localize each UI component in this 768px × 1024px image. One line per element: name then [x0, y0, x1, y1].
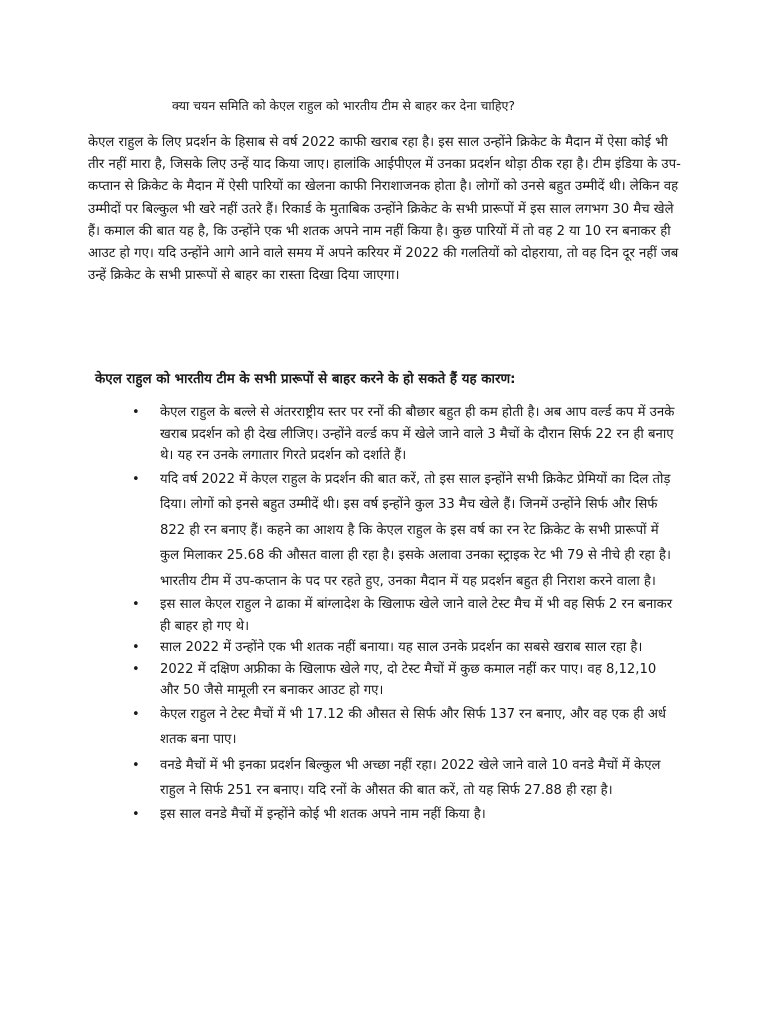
intro-paragraph: केएल राहुल के लिए प्रदर्शन के हिसाब से वर्ष 2022 काफी खराब रहा है। इस साल उन्होंने क्रिकेट के मैदान में ऐसा कोई भी तीर नहीं मारा है, जिसके लिए उन्हें याद किया जाए। हालांकि आईपीएल में उनका प्रदर्शन थोड़ा ठीक रहा है। टीम इंडिया के उप- कप्तान से क्रिकेट के मैदान में ऐसी पारियों का खेलना काफी निराशाजनक होता है। लोगों को उनसे बहुत उम्मीदें थी। लेकिन वह उम्मीदों पर बिल्कुल भी खरे नहीं उतरे हैं। रिकार्ड के मुताबिक उन्होंने क्रिकेट के सभी प्रारूपों में इस साल लगभग 30 मैच खेले हैं। कमाल की बात यह है, कि उन्होंने एक भी शतक अपने नाम नहीं किया है। कुछ पारियों में तो वह 2 या 10 रन बनाकर ही आउट हो गए। यदि उन्होंने आगे आने वाले समय में अपने करियर में 2022 की गलतियों को दोहराया, तो वह दिन दूर नहीं जब उन्हें क्रिकेट के सभी प्रारूपों से बाहर का रास्ता दिखा दिया जाएगा।: [88, 135, 681, 284]
bullet-icon: •: [132, 661, 140, 677]
list-item-text: वनडे मैचों में भी इनका प्रदर्शन बिल्कुल भी अच्छा नहीं रहा। 2022 खेले जाने वाले 10 वनडे मैचों में केएल राहुल ने सिर्फ 251 रन बनाए। यदि रनों के औसत की बात करें, तो यह सिर्फ 27.88 ही रहा है।: [160, 757, 661, 798]
list-item-text: साल 2022 में उन्होंने एक भी शतक नहीं बनाया। यह साल उनके प्रदर्शन का सबसे खराब साल रहा है।: [160, 640, 643, 655]
list-item: [132, 804, 678, 826]
reasons-list: [132, 402, 678, 825]
list-item-text: केएल राहुल ने टेस्ट मैचों में भी 17.12 की औसत से सिर्फ और सिर्फ 137 रन बनाए, और वह एक ही अर्ध शतक बना पाए।: [160, 706, 667, 747]
list-item: [132, 753, 678, 804]
list-item: [132, 402, 678, 467]
document-question: क्या चयन समिति को केएल राहुल को भारतीय टीम से बाहर कर देना चाहिए?: [172, 98, 516, 113]
bullet-icon: •: [132, 806, 140, 822]
bullet-icon: •: [132, 757, 140, 773]
bullet-icon: •: [132, 640, 140, 655]
list-item-text: इस साल केएल राहुल ने ढाका में बांग्लादेश के खिलाफ खेले जाने वाले टेस्ट मैच में भी वह सिर्फ 2 रन बनाकर ही बाहर हो गए थे।: [160, 597, 673, 634]
list-item: [132, 702, 678, 753]
list-item-text: केएल राहुल के बल्ले से अंतरराष्ट्रीय स्तर पर रनों की बौछार बहुत ही कम होती है। अब आप वर्ल्ड कप में उनके खराब प्रदर्शन को ही देख लीजिए। उन्होंने वर्ल्ड कप में खेले जाने वाले 3 मैचों के दौरान सिर्फ 22 रन ही बनाए थे। यह रन उनके लगातार गिरते प्रदर्शन को दर्शाते हैं।: [160, 405, 675, 463]
list-item-text: 2022 में दक्षिण अफ्रीका के खिलाफ खेले गए, दो टेस्ट मैचों में कुछ कमाल नहीं कर पाए। वह 8,12,10 और 50 जैसे मामूली रन बनाकर आउट हो गए।: [160, 661, 657, 698]
bullet-icon: •: [132, 405, 140, 420]
bullet-icon: •: [132, 706, 140, 722]
section-heading: केएल राहुल को भारतीय टीम के सभी प्रारूपों से बाहर करने के हो सकते हैं यह कारण:: [95, 372, 516, 387]
list-item: [132, 594, 678, 637]
list-item: [132, 467, 678, 595]
list-item-text: यदि वर्ष 2022 में केएल राहुल के प्रदर्शन की बात करें, तो इस साल इन्होंने सभी क्रिकेट प्रेमियों का दिल तोड़ दिया। लोगों को इनसे बहुत उम्मीदें थी। इस वर्ष इन्होंने कुल 33 मैच खेले हैं। जिनमें उन्होंने सिर्फ और सिर्फ 822 ही रन बनाए हैं। कहने का आशय है कि केएल राहुल के इस वर्ष का रन रेट क्रिकेट के सभी प्रारूपों में कुल मिलाकर 25.68 की औसत वाला ही रहा है। इसके अलावा उनका स्ट्राइक रेट भी 79 से नीचे ही रहा है। भारतीय टीम में उप-कप्तान के पद पर रहते हुए, उनका मैदान में यह प्रदर्शन बहुत ही निराश करने वाला है।: [160, 471, 671, 589]
bullet-icon: •: [132, 471, 140, 487]
list-item: [132, 637, 678, 659]
list-item-text: इस साल वनडे मैचों में इन्होंने कोई भी शतक अपने नाम नहीं किया है।: [160, 806, 486, 822]
bullet-icon: •: [132, 597, 140, 612]
list-item: [132, 659, 678, 702]
